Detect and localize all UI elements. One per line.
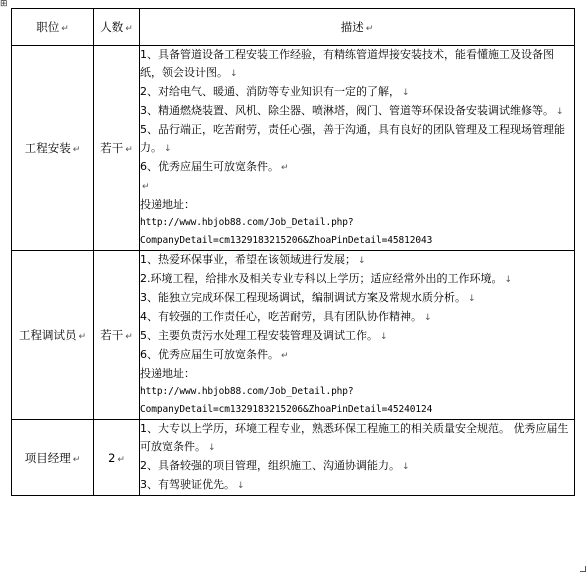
table-row <box>12 251 575 420</box>
header-count: 人数 ↵ <box>94 9 140 46</box>
count-cell: 若干 ↵ <box>94 46 140 251</box>
application-link[interactable]: http://www.hbjob88.com/Job_Detail.php?CompanyDetail=cm1329183215206&ZhoaPinDetail=45812043 <box>140 217 433 246</box>
description-cell <box>140 420 575 496</box>
description-line: 1、热爱环保事业，希望在该领域进行发展； ↓ <box>140 253 366 266</box>
description-line: 1、具备管道设备工程安装工作经验，有精练管道焊接安装技术，能看懂施工及设备图纸，领会设计图。 ↓ <box>140 48 554 79</box>
count-cell: 若干 ↵ <box>94 251 140 420</box>
description-line: 3、能独立完成环保工程现场调试，编制调试方案及常规水质分析。 ↓ <box>140 291 476 304</box>
position-cell: 工程调试员 ↵ <box>12 251 94 420</box>
description-line: 3、精通燃烧装置、风机、除尘器、喷淋塔，阀门、管道等环保设备安装调试维修等。 ↓ <box>140 104 564 117</box>
description-line: 投递地址： <box>140 367 195 380</box>
job-table <box>11 8 575 496</box>
description-line: 5、品行端正，吃苦耐劳，责任心强，善于沟通，具有良好的团队管理及工程现场管理能力。 ↓ <box>140 123 565 154</box>
table-row <box>12 420 575 496</box>
header-position: 职位 ↵ <box>12 9 94 46</box>
description-line: 5、主要负责污水处理工程安装管理及调试工作。 ↓ <box>140 329 388 342</box>
end-of-cell-marker <box>580 566 586 572</box>
position-cell: 工程安装 ↵ <box>12 46 94 251</box>
description-cell <box>140 251 575 420</box>
description-line: 1、大专以上学历，环境工程专业，熟悉环保工程施工的相关质量安全规范。 优秀应届生可放宽条件。 ↓ <box>140 422 569 453</box>
description-line: ↵ <box>142 182 150 192</box>
description-line: 6、优秀应届生可放宽条件。 ↵ <box>140 348 289 361</box>
description-line: 2.环境工程，给排水及相关专业专科以上学历；适应经常外出的工作环境。 ↓ <box>140 272 513 285</box>
description-line: 4、有较强的工作责任心，吃苦耐劳，具有团队协作精神。 ↓ <box>140 310 432 323</box>
table-move-handle-icon[interactable]: ⊞ <box>0 0 8 9</box>
count-cell: 2 ↵ <box>94 420 140 496</box>
description-line: 2、对给电气、暖通、消防等专业知识有一定的了解， ↓ <box>140 85 410 98</box>
table-header-row <box>12 9 575 46</box>
description-line: 2、具备较强的项目管理，组织施工、沟通协调能力。 ↓ <box>140 459 410 472</box>
header-description: 描述 ↵ <box>140 9 575 46</box>
application-link[interactable]: http://www.hbjob88.com/Job_Detail.php?CompanyDetail=cm1329183215206&ZhoaPinDetail=45240124 <box>140 386 433 415</box>
description-line: 6、优秀应届生可放宽条件。 ↵ <box>140 160 289 173</box>
position-cell: 项目经理 ↵ <box>12 420 94 496</box>
description-line: 投递地址： <box>140 198 195 211</box>
description-line: 3、有驾驶证优先。 ↓ <box>140 478 245 491</box>
table-row <box>12 46 575 251</box>
description-cell <box>140 46 575 251</box>
